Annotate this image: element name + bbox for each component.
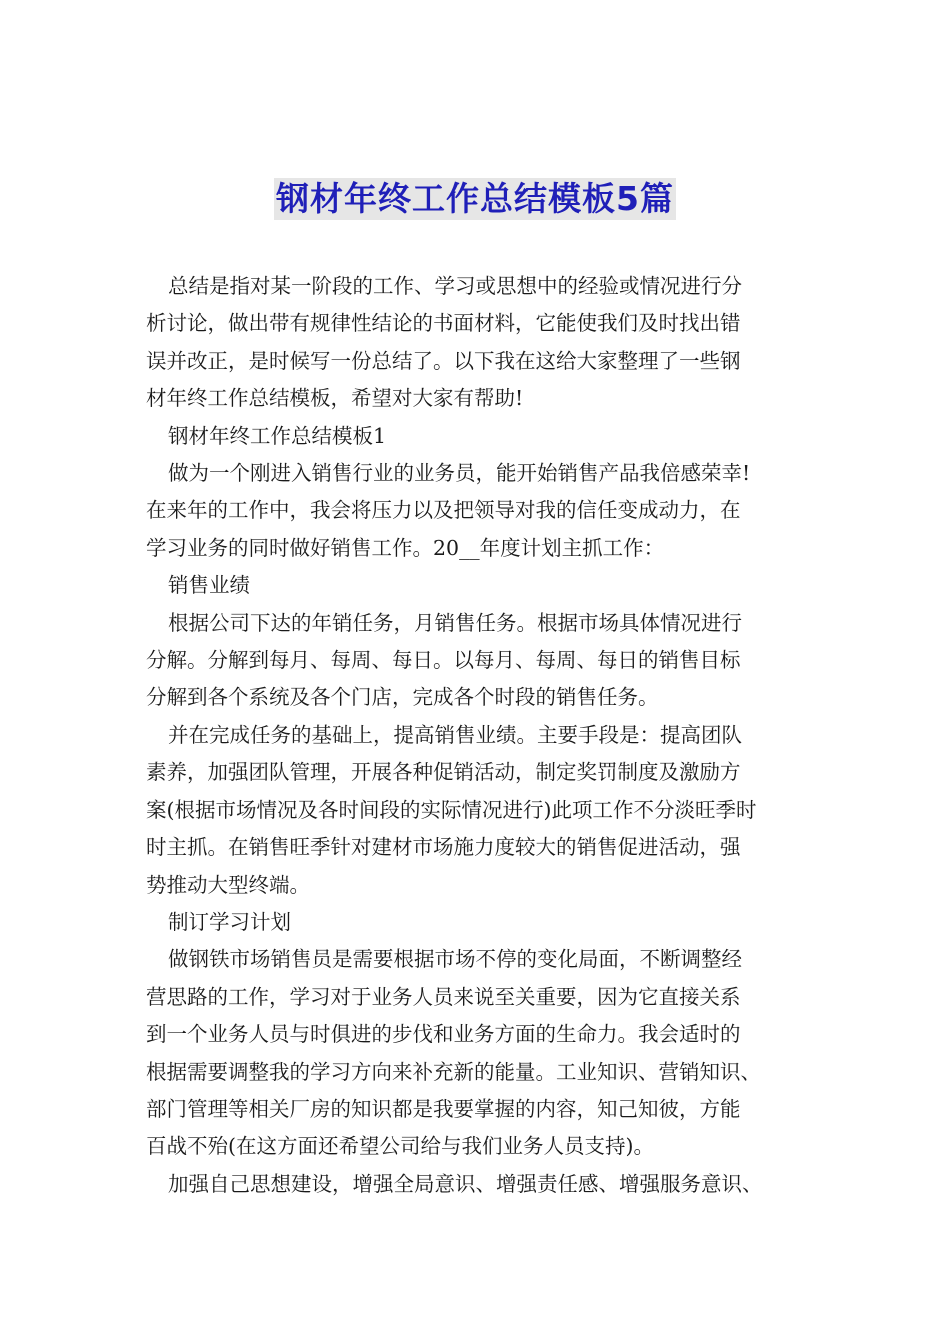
- text-line: 并在完成任务的基础上，提高销售业绩。主要手段是：提高团队: [168, 722, 742, 747]
- text-line: 销售业绩: [168, 573, 250, 598]
- text-line: 部门管理等相关厂房的知识都是我要掌握的内容，知己知彼，方能: [146, 1096, 741, 1121]
- text-line: 材年终工作总结模板，希望对大家有帮助!: [146, 386, 524, 411]
- text-line: 案(根据市场情况及各时间段的实际情况进行)此项工作不分淡旺季时: [146, 797, 757, 822]
- section-heading: [146, 418, 816, 455]
- text-line: 学习业务的同时做好销售工作。20__年度计划主抓工作：: [146, 535, 665, 560]
- body-paragraph: [146, 268, 816, 418]
- text-line: 在来年的工作中，我会将压力以及把领导对我的信任变成动力，在: [146, 498, 741, 523]
- text-line: 到一个业务人员与时俱进的步伐和业务方面的生命力。我会适时的: [146, 1022, 741, 1047]
- text-line: 分解。分解到每月、每周、每日。以每月、每周、每日的销售目标: [146, 648, 741, 673]
- section-heading: [146, 567, 816, 604]
- document-title: 钢材年终工作总结模板5篇: [276, 179, 674, 218]
- text-line: 析讨论，做出带有规律性结论的书面材料，它能使我们及时找出错: [146, 311, 741, 336]
- text-line: 加强自己思想建设，增强全局意识、增强责任感、增强服务意识、: [168, 1171, 763, 1196]
- text-line: 分解到各个系统及各个门店，完成各个时段的销售任务。: [146, 685, 659, 710]
- title-container: [0, 178, 950, 220]
- body-paragraph: [146, 455, 816, 567]
- text-line: 势推动大型终端。: [146, 872, 310, 897]
- section-heading: [146, 904, 816, 941]
- body-paragraph: [146, 941, 816, 1165]
- body-paragraph: [146, 717, 816, 904]
- text-line: 根据需要调整我的学习方向来补充新的能量。工业知识、营销知识、: [146, 1059, 761, 1084]
- text-line: 百战不殆(在这方面还希望公司给与我们业务人员支持)。: [146, 1134, 654, 1159]
- text-line: 素养，加强团队管理，开展各种促销活动，制定奖罚制度及激励方: [146, 760, 741, 785]
- document-body: [146, 268, 816, 1203]
- text-line: 总结是指对某一阶段的工作、学习或思想中的经验或情况进行分: [168, 274, 742, 298]
- text-line: 营思路的工作，学习对于业务人员来说至关重要，因为它直接关系: [146, 984, 741, 1009]
- text-line: 误并改正，是时候写一份总结了。以下我在这给大家整理了一些钢: [146, 348, 741, 373]
- text-line: 做钢铁市场销售员是需要根据市场不停的变化局面，不断调整经: [168, 947, 742, 972]
- text-line: 钢材年终工作总结模板1: [168, 423, 387, 448]
- body-paragraph: [146, 1166, 816, 1203]
- text-line: 制订学习计划: [168, 909, 291, 934]
- text-line: 根据公司下达的年销任务，月销售任务。根据市场具体情况进行: [168, 610, 742, 635]
- text-line: 时主抓。在销售旺季针对建材市场施力度较大的销售促进活动，强: [146, 835, 741, 860]
- body-paragraph: [146, 605, 816, 717]
- text-line: 做为一个刚进入销售行业的业务员，能开始销售产品我倍感荣幸!: [168, 461, 751, 486]
